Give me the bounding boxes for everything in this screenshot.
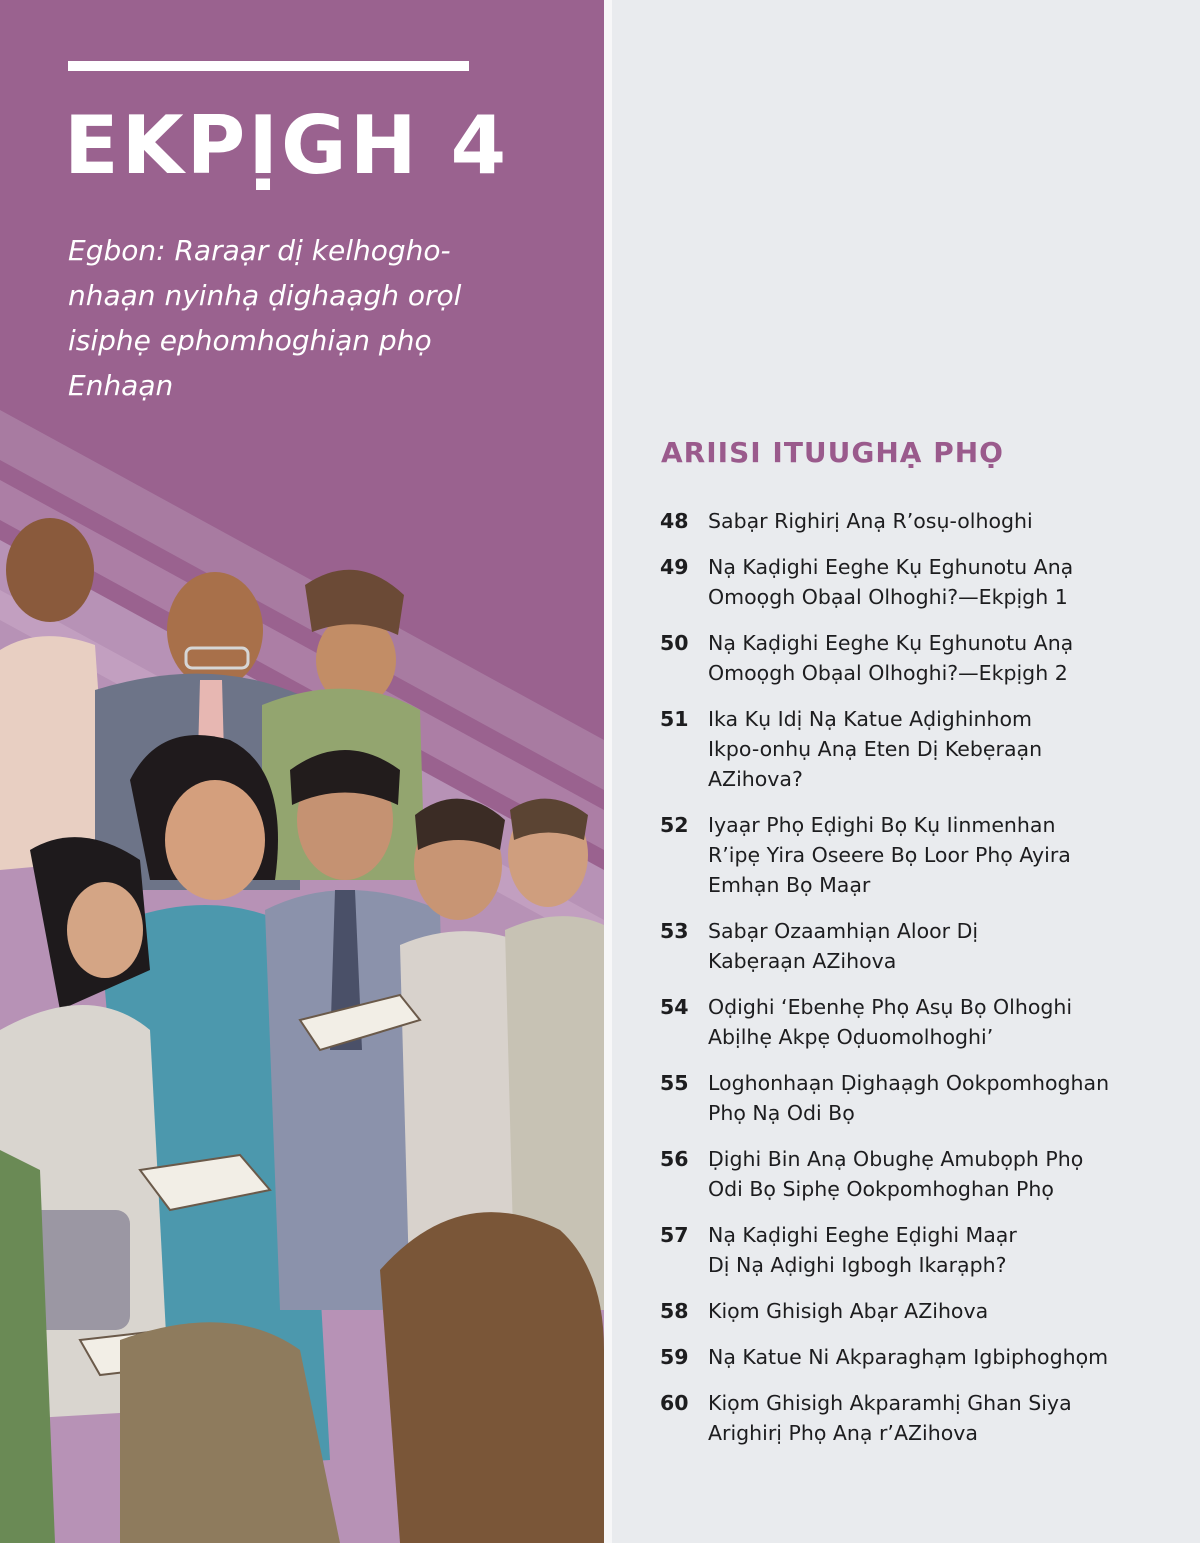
lesson-number: 49 [660, 555, 689, 579]
contents-heading: ARIISI ITUUGHẠ PHỌ [661, 436, 1004, 469]
lesson-item[interactable] [660, 992, 1109, 1068]
lesson-title-line: Ḍighi Bin Anạ Obughẹ Amubọph Phọ [708, 1147, 1084, 1171]
lesson-item[interactable] [660, 1220, 1109, 1296]
lesson-title-line: Phọ Nạ Odi Bọ [708, 1101, 855, 1125]
lesson-title-line: Omoọgh Obạal Olhoghi?—Ekpịgh 2 [708, 661, 1068, 685]
lesson-number: 59 [660, 1345, 689, 1369]
lesson-number: 55 [660, 1071, 689, 1095]
lesson-title [708, 992, 1109, 1052]
lesson-item[interactable] [660, 704, 1109, 810]
lesson-list [660, 506, 1109, 1464]
lesson-title-line: Nạ Kaḍighi Eeghe Eḍighi Maạr [708, 1223, 1017, 1247]
lesson-title [708, 628, 1109, 688]
congregation-illustration [0, 410, 604, 1543]
lesson-number: 56 [660, 1147, 689, 1171]
subtitle-line: Egbon: Raraạr dị kelhogho- [68, 234, 451, 267]
lesson-title-line: Nạ Katue Ni Akparaghạm Igbiphoghọm [708, 1345, 1109, 1369]
lesson-item[interactable] [660, 1144, 1109, 1220]
lesson-number: 48 [660, 509, 689, 533]
lesson-title [708, 552, 1109, 612]
lesson-title [708, 704, 1109, 794]
lesson-title-line: Ika Kụ Idị Nạ Katue Aḍighinhom [708, 707, 1033, 731]
lesson-number: 54 [660, 995, 689, 1019]
lesson-title-line: R’ipẹ Yira Oseere Bọ Loor Phọ Ayira [708, 843, 1071, 867]
lesson-title-line: Abịlhẹ Akpẹ Oḍuomolhoghi’ [708, 1025, 994, 1049]
lesson-title [708, 1220, 1109, 1280]
lesson-title-line: Kiọm Ghisigh Abạr AZihova [708, 1299, 989, 1323]
lesson-number: 53 [660, 919, 689, 943]
lesson-item[interactable] [660, 628, 1109, 704]
lesson-title-line: Kabẹraạn AZihova [708, 949, 897, 973]
page-divider [604, 0, 612, 1543]
lesson-title [708, 1388, 1109, 1448]
lesson-title-line: Omoọgh Obạal Olhoghi?—Ekpịgh 1 [708, 585, 1068, 609]
contents-panel [612, 0, 1200, 1543]
subtitle-line: isiphẹ ephomhoghiạn phọ [68, 324, 432, 357]
lesson-number: 57 [660, 1223, 689, 1247]
lesson-title [708, 1296, 1109, 1326]
lesson-title-line: Dị Nạ Aḍighi Igbogh Ikarạph? [708, 1253, 1007, 1277]
lesson-title-line: Arighirị Phọ Anạ r’AZihova [708, 1421, 978, 1445]
lesson-title-line: AZihova? [708, 767, 803, 791]
lesson-number: 50 [660, 631, 689, 655]
lesson-title [708, 1068, 1109, 1128]
lesson-title-line: Sabạr Righirị Anạ R’osụ-olhoghi [708, 509, 1033, 533]
lesson-title [708, 810, 1109, 900]
lesson-item[interactable] [660, 552, 1109, 628]
lesson-item[interactable] [660, 1388, 1109, 1464]
lesson-title-line: Odi Bọ Siphẹ Ookpomhoghan Phọ [708, 1177, 1054, 1201]
lesson-number: 52 [660, 813, 689, 837]
lesson-title-line: Oḍighi ‘Ebenhẹ Phọ Asụ Bọ Olhoghi [708, 995, 1073, 1019]
subtitle-line: nhaạn nyinhạ ḍighaạgh orọl [68, 279, 462, 312]
lesson-item[interactable] [660, 506, 1109, 552]
lesson-number: 58 [660, 1299, 689, 1323]
lesson-item[interactable] [660, 916, 1109, 992]
lesson-title-line: Iyaạr Phọ Eḍighi Bọ Kụ Iinmenhan [708, 813, 1056, 837]
lesson-title [708, 1144, 1109, 1204]
subtitle-line: Enhaạn [68, 369, 174, 402]
lesson-title-line: Loghonhaạn Ḍighaạgh Ookpomhoghan [708, 1071, 1110, 1095]
part-title: EKPỊGH 4 [64, 99, 510, 192]
lesson-title-line: Nạ Kaḍighi Eeghe Kụ Eghunotu Anạ [708, 631, 1074, 655]
lesson-title-line: Kiọm Ghisigh Akparamhị Ghan Siya [708, 1391, 1072, 1415]
lesson-title [708, 1342, 1109, 1372]
lesson-title-line: Ikpo-onhụ Anạ Eten Dị Kebẹraạn [708, 737, 1043, 761]
part-subtitle [68, 228, 548, 408]
lesson-item[interactable] [660, 1068, 1109, 1144]
lesson-title [708, 506, 1109, 536]
lesson-item[interactable] [660, 810, 1109, 916]
lesson-number: 51 [660, 707, 689, 731]
lesson-item[interactable] [660, 1296, 1109, 1342]
lesson-item[interactable] [660, 1342, 1109, 1388]
title-rule [68, 61, 469, 71]
lesson-title-line: Sabạr Ozaamhiạn Aloor Dị [708, 919, 979, 943]
lesson-title [708, 916, 1109, 976]
lesson-title-line: Nạ Kaḍighi Eeghe Kụ Eghunotu Anạ [708, 555, 1074, 579]
lesson-title-line: Emhạn Bọ Maạr [708, 873, 871, 897]
lesson-number: 60 [660, 1391, 689, 1415]
